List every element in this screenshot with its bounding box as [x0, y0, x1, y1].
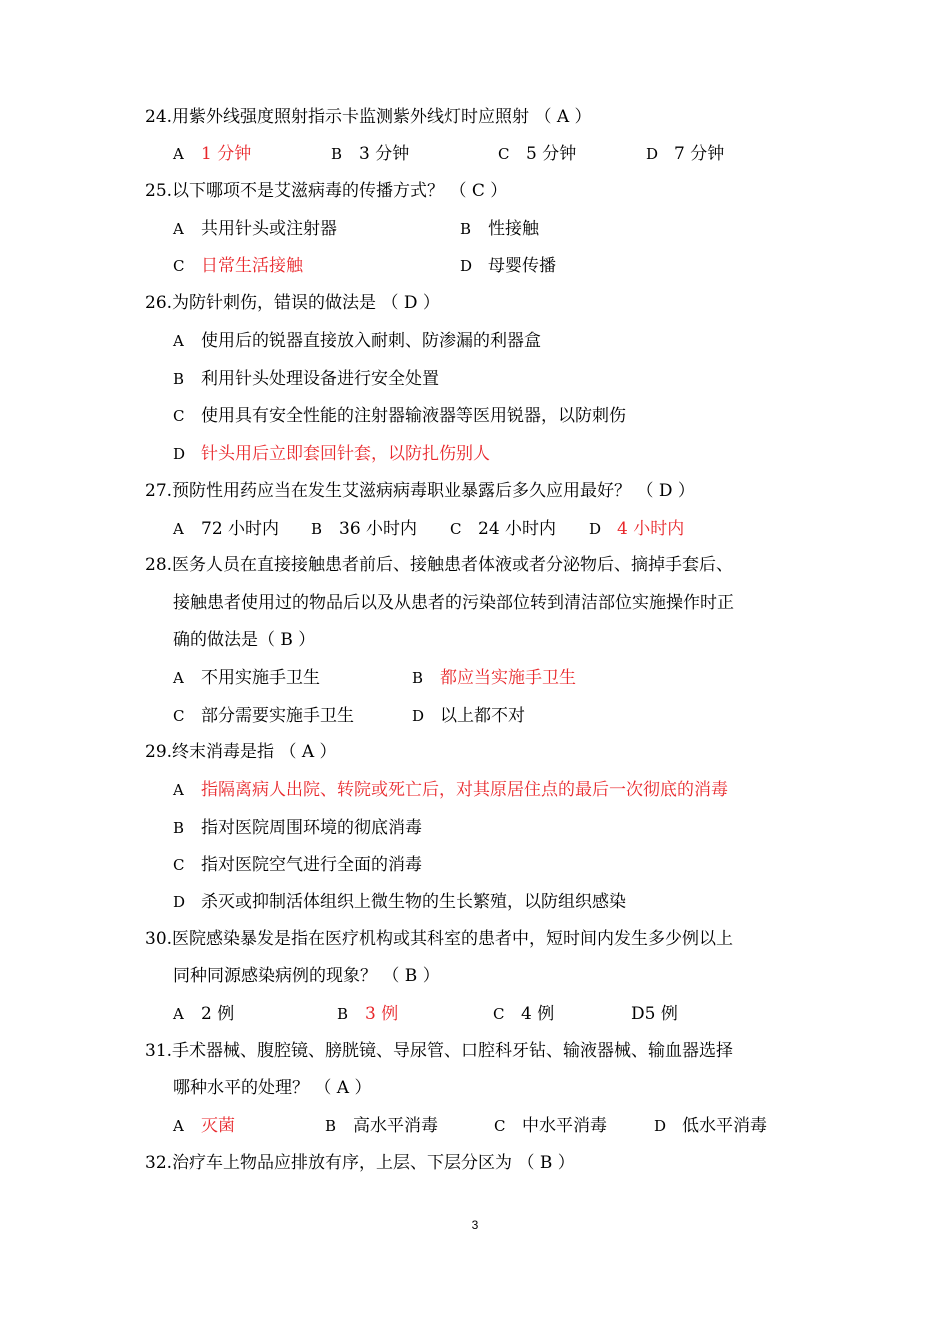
option-text-correct: 指隔离病人出院、转院或死亡后，对其原居住点的最后一次彻底的消毒: [201, 780, 728, 800]
page-number: 3: [471, 1218, 479, 1232]
option-letter: D: [173, 893, 186, 911]
option-letter: B: [337, 1005, 349, 1023]
question-30-stem-line1: 30.医院感染暴发是指在医疗机构或其科室的患者中，短时间内发生多少例以上: [145, 929, 734, 949]
question-31-stem-line2: 哪种水平的处理？ （ A ）: [173, 1078, 372, 1098]
option-text: 不用实施手卫生: [201, 668, 320, 688]
question-25-options-row1: [0, 211, 950, 248]
option-text-correct: 灭菌: [201, 1116, 235, 1136]
question-31-options: [0, 1108, 950, 1145]
option-letter: B: [412, 669, 424, 687]
question-32-stem: 32.治疗车上物品应排放有序，上层、下层分区为 （ B ）: [145, 1153, 575, 1173]
option-letter: B: [311, 520, 323, 538]
question-29-stem: 29.终末消毒是指 （ A ）: [145, 742, 337, 762]
option-text: 7 分钟: [674, 144, 725, 164]
question-27-stem: 27.预防性用药应当在发生艾滋病病毒职业暴露后多久应用最好？ （ D ）: [145, 481, 695, 501]
option-text-correct: 针头用后立即套回针套，以防扎伤别人: [201, 444, 490, 464]
option-letter: D: [460, 257, 473, 275]
option-letter: A: [173, 669, 184, 687]
option-text-correct: 都应当实施手卫生: [440, 668, 576, 688]
question-26-option-b: [0, 361, 950, 398]
question-25-options-row2: [0, 248, 950, 285]
question-28-stem-line2: 接触患者使用过的物品后以及从患者的污染部位转到清洁部位实施操作时正: [173, 593, 734, 613]
option-text: 指对医院空气进行全面的消毒: [201, 855, 422, 875]
option-letter: A: [173, 781, 184, 799]
option-letter: A: [173, 220, 184, 238]
question-28-options-row1: [0, 660, 950, 697]
option-letter: C: [173, 407, 185, 425]
option-letter: C: [173, 856, 185, 874]
question-28-stem-line3: 确的做法是（ B ）: [173, 630, 316, 650]
option-letter: B: [325, 1117, 337, 1135]
option-text: 部分需要实施手卫生: [201, 706, 354, 726]
option-text-correct: 1 分钟: [201, 144, 252, 164]
option-letter: B: [460, 220, 472, 238]
option-letter: C: [173, 257, 185, 275]
question-30-stem-line2: 同种同源感染病例的现象？ （ B ）: [173, 966, 440, 986]
option-text: 以上都不对: [440, 706, 525, 726]
option-letter: D: [646, 145, 659, 163]
option-text-correct: 4 小时内: [617, 519, 685, 539]
option-letter: C: [493, 1005, 505, 1023]
question-31-stem-line1: 31.手术器械、腹腔镜、膀胱镜、导尿管、口腔科牙钻、输液器械、输血器选择: [145, 1041, 734, 1061]
option-letter: B: [173, 370, 185, 388]
option-letter: B: [331, 145, 343, 163]
option-text: 24 小时内: [478, 519, 557, 539]
option-text: 4 例: [521, 1004, 555, 1024]
question-26-option-c: [0, 398, 950, 435]
option-text: 中水平消毒: [522, 1116, 607, 1136]
option-letter: D: [589, 520, 602, 538]
option-letter: C: [498, 145, 510, 163]
option-text: 3 分钟: [359, 144, 410, 164]
option-letter: C: [450, 520, 462, 538]
option-letter: B: [173, 819, 185, 837]
option-text: 利用针头处理设备进行安全处置: [201, 369, 439, 389]
question-28-stem-line1: 28.医务人员在直接接触患者前后、接触患者体液或者分泌物后、摘掉手套后、: [145, 555, 734, 575]
option-text: 性接触: [488, 219, 539, 239]
option-letter: D: [173, 445, 186, 463]
question-29-option-d: [0, 884, 950, 921]
option-letter: A: [173, 145, 184, 163]
option-letter: C: [173, 707, 185, 725]
option-text: 5 分钟: [526, 144, 577, 164]
option-letter: D: [412, 707, 425, 725]
option-text: 高水平消毒: [353, 1116, 438, 1136]
option-text: 杀灭或抑制活体组织上微生物的生长繁殖，以防组织感染: [201, 892, 626, 912]
question-27-options: [0, 511, 950, 548]
question-24-stem: 24.用紫外线强度照射指示卡监测紫外线灯时应照射 （ A ）: [145, 107, 592, 127]
question-29-option-c: [0, 847, 950, 884]
option-letter: A: [173, 1117, 184, 1135]
question-24-options: [0, 136, 950, 173]
option-text: 使用后的锐器直接放入耐刺、防渗漏的利器盒: [201, 331, 541, 351]
option-text: 2 例: [201, 1004, 235, 1024]
question-25-stem: 25.以下哪项不是艾滋病毒的传播方式？ （ C ）: [145, 181, 508, 201]
question-26-stem: 26.为防针刺伤，错误的做法是 （ D ）: [145, 293, 440, 313]
option-letter: C: [494, 1117, 506, 1135]
option-text-correct: 日常生活接触: [201, 256, 303, 276]
question-26-option-a: [0, 323, 950, 360]
question-28-options-row2: [0, 698, 950, 735]
option-letter: A: [173, 332, 184, 350]
option-text: 36 小时内: [339, 519, 418, 539]
option-letter: A: [173, 520, 184, 538]
option-text: 共用针头或注射器: [201, 219, 337, 239]
option-text-correct: 3 例: [365, 1004, 399, 1024]
option-text: D5 例: [631, 1004, 678, 1024]
option-text: 低水平消毒: [682, 1116, 767, 1136]
option-letter: D: [654, 1117, 667, 1135]
option-letter: A: [173, 1005, 184, 1023]
question-29-option-a: [0, 772, 950, 809]
option-text: 使用具有安全性能的注射器输液器等医用锐器，以防刺伤: [201, 406, 626, 426]
option-text: 母婴传播: [488, 256, 556, 276]
option-text: 指对医院周围环境的彻底消毒: [201, 818, 422, 838]
question-29-option-b: [0, 810, 950, 847]
option-text: 72 小时内: [201, 519, 280, 539]
question-26-option-d: [0, 436, 950, 473]
question-30-options: [0, 996, 950, 1033]
